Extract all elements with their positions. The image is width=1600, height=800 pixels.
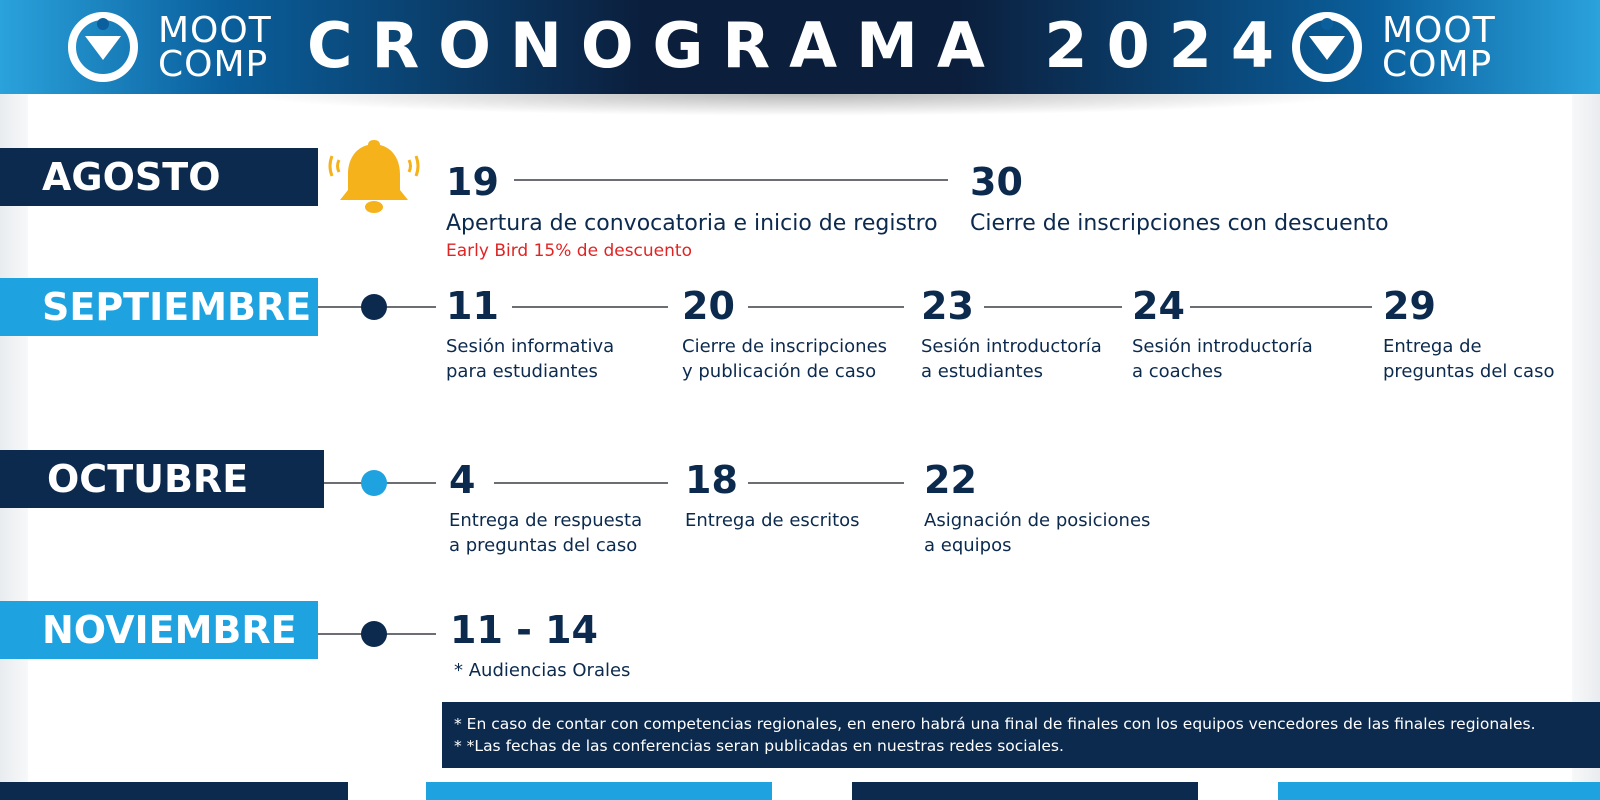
event-desc-line: Asignación de posiciones	[924, 510, 1151, 531]
event-desc-line: a estudiantes	[921, 361, 1044, 382]
event-description	[449, 508, 642, 558]
logo-line2: COMP	[158, 44, 269, 85]
event-desc-line: Sesión informativa	[446, 336, 615, 357]
event-date: 20	[682, 284, 735, 328]
footer-bar	[0, 782, 348, 800]
logo-left	[68, 10, 308, 84]
event-desc-line: a coaches	[1132, 361, 1223, 382]
event-desc-line: preguntas del caso	[1383, 361, 1555, 382]
event-desc-line: Entrega de respuesta	[449, 510, 643, 531]
page-background	[28, 0, 1572, 800]
event-date: 4	[449, 458, 476, 502]
month-septiembre: SEPTIEMBRE	[0, 278, 318, 336]
month-noviembre: NOVIEMBRE	[0, 601, 318, 659]
event-date: 23	[921, 284, 974, 328]
footer-bar	[426, 782, 772, 800]
footer-bar	[1278, 782, 1600, 800]
month-agosto: AGOSTO	[0, 148, 318, 206]
event-description	[682, 334, 887, 384]
timeline-connector	[1190, 306, 1372, 308]
timeline-connector	[494, 482, 668, 484]
event-desc-line: a equipos	[924, 535, 1012, 556]
month-octubre: OCTUBRE	[0, 450, 324, 508]
event-desc-line: Entrega de escritos	[685, 510, 860, 531]
moot-logo-icon	[68, 12, 138, 82]
event-date: 18	[685, 458, 738, 502]
logo-text	[158, 10, 272, 85]
right-margin	[1572, 0, 1600, 800]
timeline-dot	[361, 621, 387, 647]
logo-line2: COMP	[1382, 44, 1493, 85]
logo-text	[1382, 10, 1496, 85]
event-desc-line: Sesión introductoría	[921, 336, 1102, 357]
timeline-connector	[748, 306, 904, 308]
event-desc-line: Sesión introductoría	[1132, 336, 1313, 357]
logo-right	[1292, 10, 1532, 84]
header-shadow	[240, 94, 1360, 116]
event-description	[446, 334, 614, 384]
timeline-connector	[748, 482, 904, 484]
event-date: 11 - 14	[450, 608, 598, 652]
footnote: * En caso de contar con competencias regionales, en enero habrá una final de finales con los equipos vencedores de las finales regionales.	[454, 715, 1536, 733]
footer-bar	[852, 782, 1198, 800]
event-date: 30	[970, 160, 1023, 204]
event-desc-line: para estudiantes	[446, 361, 598, 382]
event-date: 24	[1132, 284, 1185, 328]
timeline-dot	[361, 470, 387, 496]
event-description	[454, 658, 630, 683]
moot-logo-icon	[1292, 12, 1362, 82]
event-desc-line: Cierre de inscripciones	[682, 336, 888, 357]
event-desc-line: y publicación de caso	[682, 361, 877, 382]
logo-line1: MOOT	[1382, 10, 1496, 51]
event-description: Cierre de inscripciones con descuento	[970, 211, 1389, 236]
event-date: 22	[924, 458, 977, 502]
early-bird-note: Early Bird 15% de descuento	[446, 241, 692, 261]
bell-icon	[326, 134, 422, 220]
timeline-dot	[361, 294, 387, 320]
event-desc-line: Entrega de	[1383, 336, 1482, 357]
timeline-connector	[514, 179, 948, 181]
event-description	[924, 508, 1150, 558]
footnote: * *Las fechas de las conferencias seran publicadas en nuestras redes sociales.	[454, 737, 1064, 755]
event-date: 11	[446, 284, 499, 328]
timeline-connector	[512, 306, 668, 308]
event-description	[921, 334, 1102, 384]
event-description: Apertura de convocatoria e inicio de registro	[446, 211, 938, 236]
footnotes-box	[442, 702, 1600, 768]
timeline-connector	[984, 306, 1122, 308]
event-date: 29	[1383, 284, 1436, 328]
event-desc-line: * Audiencias Orales	[454, 660, 631, 681]
event-description	[1132, 334, 1313, 384]
left-margin	[0, 0, 28, 800]
page-title: CRONOGRAMA 2024	[307, 9, 1293, 82]
logo-line1: MOOT	[158, 10, 272, 51]
event-description	[1383, 334, 1554, 384]
event-date: 19	[446, 160, 499, 204]
event-description	[685, 508, 860, 533]
event-desc-line: a preguntas del caso	[449, 535, 638, 556]
